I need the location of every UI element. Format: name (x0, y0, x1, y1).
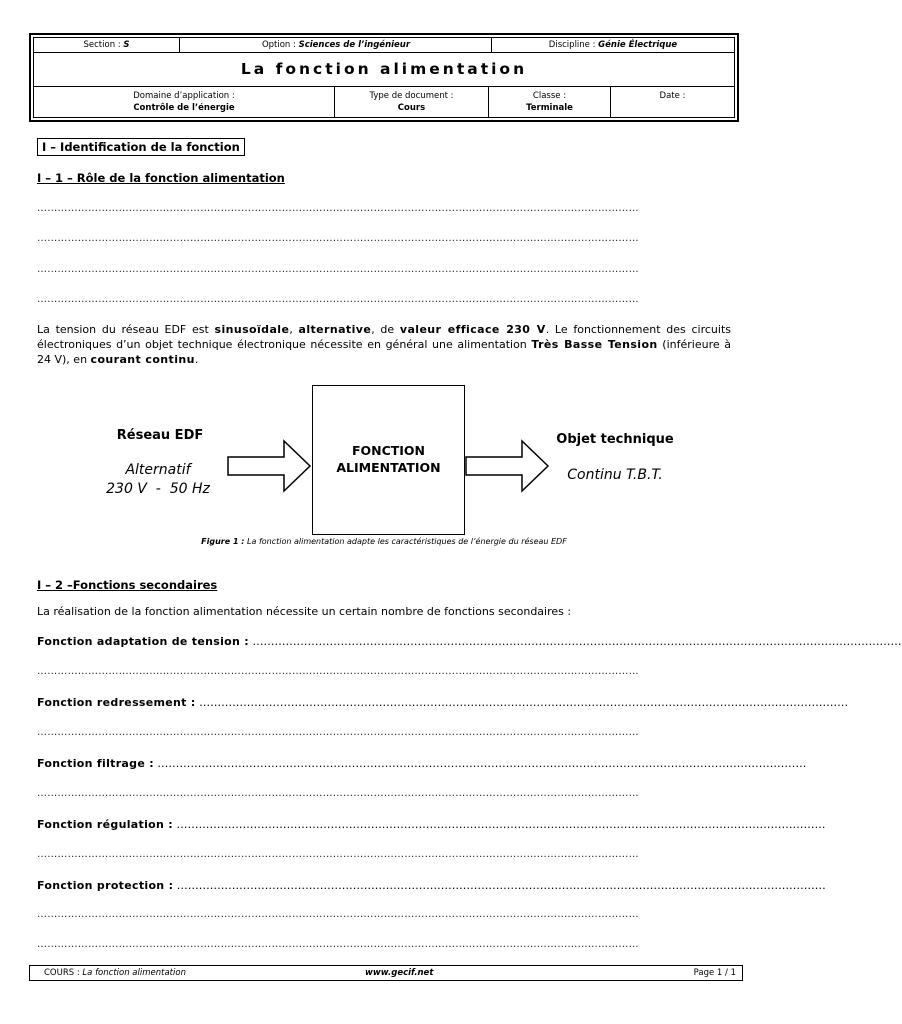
footer-page-number: Page 1 / 1 (693, 968, 736, 978)
section-cell (34, 38, 179, 52)
answer-line: …………………………………………………………………………………………………………………………………………………………… (157, 757, 807, 770)
option-label: Option : (261, 40, 296, 50)
function-regulation-line (37, 818, 826, 831)
answer-line: …………………………………………………………………………………………………………………………………………………………… (37, 666, 639, 677)
paragraph-text: La tension du réseau EDF est (37, 323, 215, 336)
answer-line: …………………………………………………………………………………………………………………………………………………………… (37, 294, 639, 305)
paragraph-text: . Le fonctionnement des circuits électroniques d’un objet technique électronique nécessite en général une alimentation (37, 323, 731, 351)
footer-website: www.gecif.net (365, 968, 434, 978)
input-arrow-icon (226, 438, 312, 494)
answer-line: …………………………………………………………………………………………………………………………………………………………… (37, 909, 639, 920)
function-filtrage-label: Fonction filtrage : (37, 757, 154, 770)
function-block-line-1: FONCTION (351, 443, 426, 458)
domaine-value: Contrôle de l’énergie (133, 103, 235, 113)
answer-line: …………………………………………………………………………………………………………………………………………………………… (37, 233, 639, 244)
paragraph-emphasis: courant continu (90, 353, 195, 366)
option-value: Sciences de l’ingénieur (298, 40, 411, 50)
type-cell (334, 87, 488, 117)
paragraph-text: (inférieure à 24 V), en (37, 338, 731, 366)
answer-line: …………………………………………………………………………………………………………………………………………………………… (37, 203, 639, 214)
section-value: S (123, 40, 130, 50)
footer-course-name: La fonction alimentation (82, 968, 186, 978)
paragraph-text: , de (371, 323, 400, 336)
diagram-input-values: 230 V - 50 Hz (106, 481, 210, 497)
function-adaptation-line (37, 635, 902, 648)
footer-left (44, 966, 186, 980)
document-header (29, 33, 739, 122)
section-label: Section : (83, 40, 121, 50)
function-protection-label: Fonction protection : (37, 879, 174, 892)
subsection-1-1-title: I – 1 – Rôle de la fonction alimentation (37, 171, 285, 185)
date-label: Date : (659, 91, 686, 101)
classe-label: Classe : (532, 91, 567, 101)
function-redressement-label: Fonction redressement : (37, 696, 196, 709)
diagram-output-type: Continu T.B.T. (567, 467, 663, 483)
subsection-1-2-title: I – 2 –Fonctions secondaires (37, 578, 218, 592)
answer-line: …………………………………………………………………………………………………………………………………………………………… (37, 939, 639, 950)
function-protection-line (37, 879, 826, 892)
diagram-output-title: Objet technique (556, 432, 674, 447)
answer-line: …………………………………………………………………………………………………………………………………………………………… (37, 849, 639, 860)
discipline-value: Génie Électrique (598, 40, 678, 50)
paragraph-text: . (194, 353, 199, 366)
diagram-input-title: Réseau EDF (116, 428, 204, 443)
footer-label: COURS : (44, 968, 80, 978)
answer-line: …………………………………………………………………………………………………………………………………………………………… (176, 818, 826, 831)
page-footer (29, 965, 743, 981)
date-cell (610, 87, 734, 117)
discipline-cell (491, 38, 734, 52)
paragraph-text: , (289, 323, 299, 336)
classe-cell (488, 87, 610, 117)
function-block-label (312, 442, 465, 476)
document-title: La fonction alimentation (240, 60, 528, 78)
answer-line: …………………………………………………………………………………………………………………………………………………………… (37, 264, 639, 275)
header-row-title (33, 52, 735, 87)
intro-paragraph (37, 322, 731, 367)
paragraph-emphasis: Très Basse Tension (531, 338, 658, 351)
header-row-1 (33, 37, 735, 53)
function-filtrage-line (37, 757, 807, 770)
domaine-cell (34, 87, 334, 117)
classe-value: Terminale (526, 103, 573, 113)
answer-line: …………………………………………………………………………………………………………………………………………………………… (252, 635, 902, 648)
function-adaptation-label: Fonction adaptation de tension : (37, 635, 249, 648)
function-redressement-line (37, 696, 849, 709)
diagram-input-type: Alternatif (125, 462, 191, 478)
figure-caption-text: La fonction alimentation adapte les caractéristiques de l’énergie du réseau EDF (244, 537, 567, 546)
figure-caption-label: Figure 1 : (201, 537, 245, 546)
section-1-title: I – Identification de la fonction (37, 138, 245, 156)
paragraph-emphasis: alternative (298, 323, 372, 336)
answer-line: …………………………………………………………………………………………………………………………………………………………… (176, 879, 826, 892)
domaine-label: Domaine d’application : (133, 91, 235, 101)
paragraph-emphasis: sinusoïdale (214, 323, 290, 336)
discipline-label: Discipline : (548, 40, 596, 50)
function-block-line-2: ALIMENTATION (336, 460, 441, 475)
answer-line: …………………………………………………………………………………………………………………………………………………………… (37, 788, 639, 799)
header-row-3 (33, 86, 735, 118)
section-2-intro: La réalisation de la fonction alimentation nécessite un certain nombre de fonctions secondaires : (37, 605, 572, 618)
type-value: Cours (397, 103, 426, 113)
answer-line: …………………………………………………………………………………………………………………………………………………………… (199, 696, 849, 709)
type-label: Type de document : (369, 91, 454, 101)
option-cell (179, 38, 492, 52)
paragraph-emphasis: valeur efficace 230 V (399, 323, 546, 336)
answer-line: …………………………………………………………………………………………………………………………………………………………… (37, 727, 639, 738)
figure-caption (0, 537, 768, 546)
function-regulation-label: Fonction régulation : (37, 818, 173, 831)
